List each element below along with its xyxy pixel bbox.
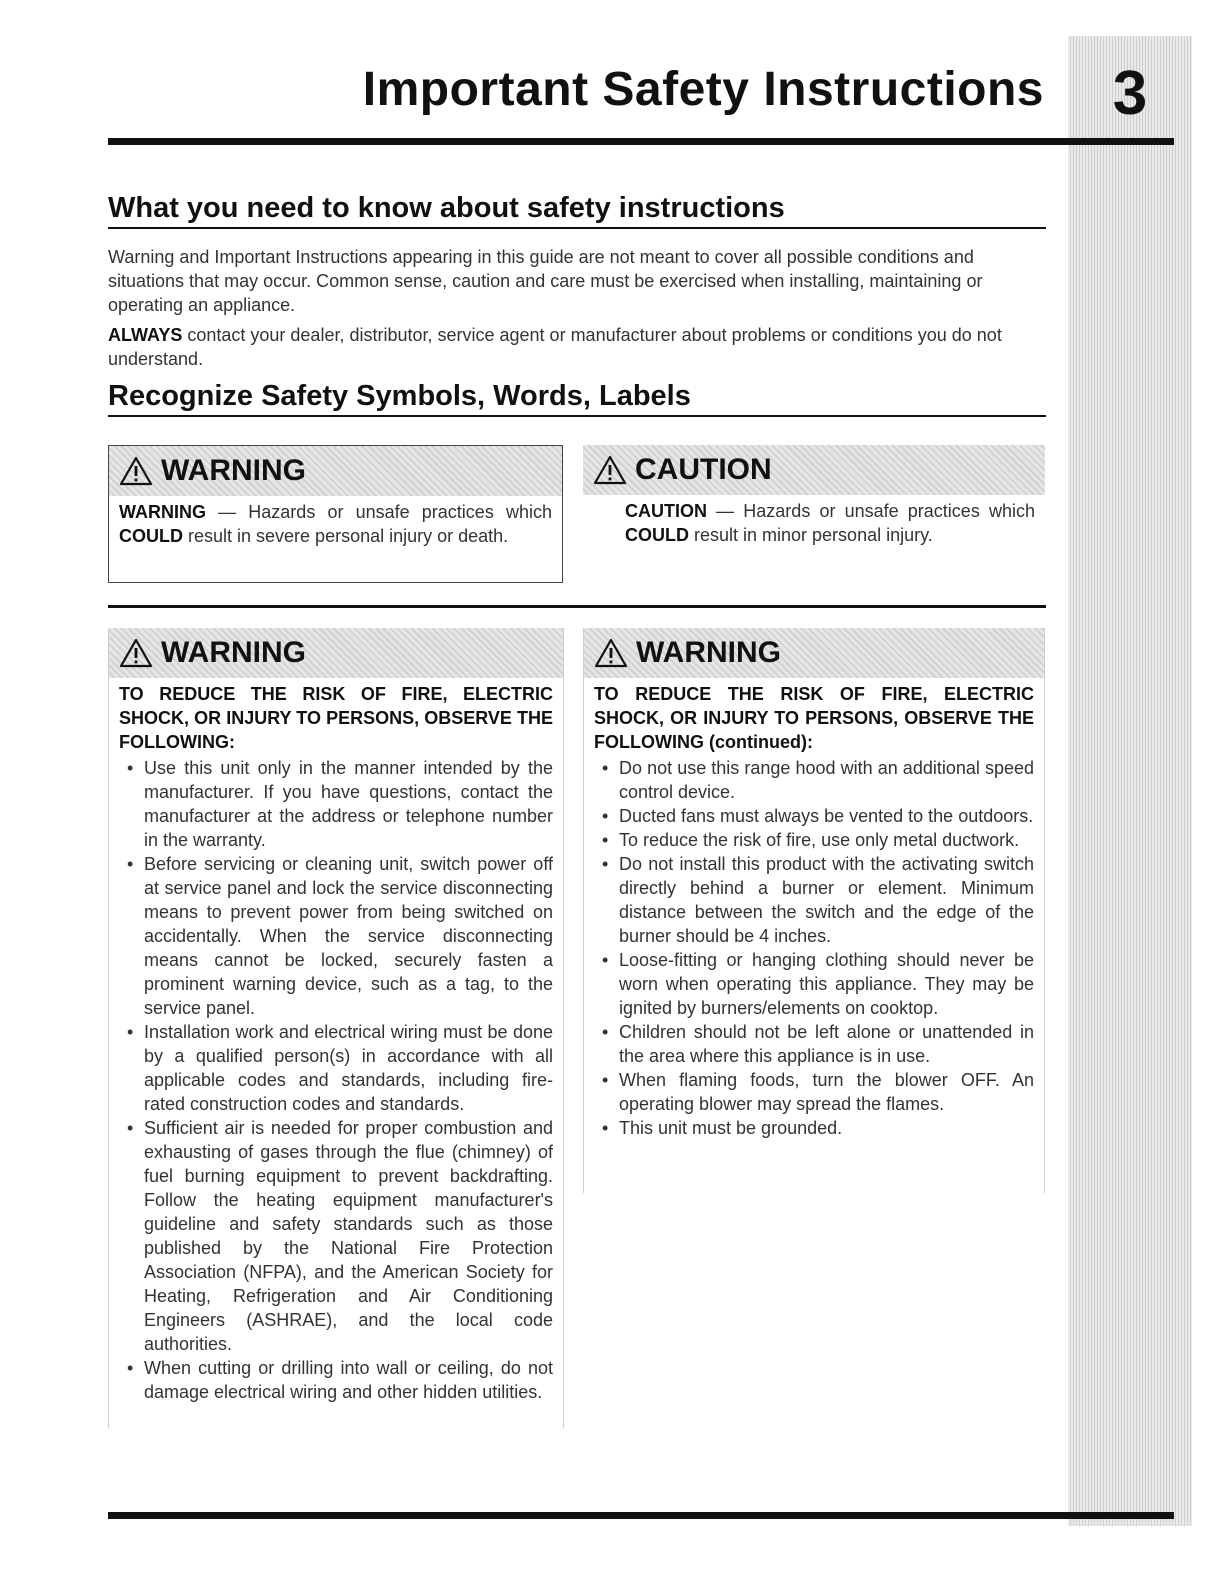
list-item: • This unit must be grounded. [594, 1116, 1034, 1140]
warning-label-header [109, 446, 562, 496]
warning-left-header [109, 628, 563, 678]
always-text: contact your dealer, distributor, service agent or manufacturer about problems or conditions you do not understand. [108, 325, 1002, 369]
warning-left-body [109, 678, 563, 1412]
list-item: • To reduce the risk of fire, use only metal ductwork. [594, 828, 1034, 852]
section-heading-safety-instructions: What you need to know about safety instructions [108, 192, 1046, 229]
warning-left-title: WARNING [161, 636, 306, 669]
warning-triangle-icon [594, 638, 628, 668]
list-item: • Do not use this range hood with an additional speed control device. [594, 756, 1034, 804]
warning-left-list [119, 756, 553, 1404]
section-heading-safety-symbols: Recognize Safety Symbols, Words, Labels [108, 380, 1046, 417]
list-item: • When flaming foods, turn the blower OFF. An operating blower may spread the flames. [594, 1068, 1034, 1116]
warning-triangle-icon [119, 638, 153, 668]
list-item: • Sufficient air is needed for proper combustion and exhausting of gases through the flue (chimney) of fuel burning equipment to prevent backdrafting. Follow the heating equipment manufacturer's guideline and safety standards such as those published by the National Fire Protection Association (NFPA), and the American Society for Heating, Refrigeration and Air Conditioning Engineers (ASHRAE), and the local code authorities. [119, 1116, 553, 1356]
caution-desc-b: result in minor personal injury. [689, 525, 933, 545]
warning-desc-a: — Hazards or unsafe practices which [206, 502, 552, 522]
list-item: • Use this unit only in the manner intended by the manufacturer. If you have questions, contact the manufacturer at the address or telephone number in the warranty. [119, 756, 553, 852]
list-item: • Ducted fans must always be vented to the outdoors. [594, 804, 1034, 828]
warning-right-lead: TO REDUCE THE RISK OF FIRE, ELECTRIC SHOCK, OR INJURY TO PERSONS, OBSERVE THE FOLLOWING (continued): [594, 684, 1034, 752]
list-item: • Loose-fitting or hanging clothing should never be worn when operating this appliance. They may be ignited by burners/elements on cooktop. [594, 948, 1034, 1020]
warning-label-box [108, 445, 563, 583]
list-item: • Do not install this product with the activating switch directly behind a burner or element. Minimum distance between the switch and the edge of the burner should be 4 inches. [594, 852, 1034, 948]
caution-desc-a: — Hazards or unsafe practices which [707, 501, 1035, 521]
intro-paragraph: Warning and Important Instructions appearing in this guide are not meant to cover all possible conditions and situations that may occur. Common sense, caution and care must be exercised when installing, maintaining or operating an appliance. [108, 247, 983, 315]
warning-right-title: WARNING [636, 636, 781, 669]
caution-term: CAUTION [625, 501, 707, 521]
warning-term: WARNING [119, 502, 206, 522]
list-item: • Before servicing or cleaning unit, switch power off at service panel and lock the service disconnecting means to prevent power from being switched on accidentally. When the service disconnecting means cannot be locked, securely fasten a prominent warning device, such as a tag, to the service panel. [119, 852, 553, 1020]
warning-right-body [584, 678, 1044, 1148]
list-item: • When cutting or drilling into wall or ceiling, do not damage electrical wiring and other hidden utilities. [119, 1356, 553, 1404]
page-title: Important Safety Instructions [362, 63, 1044, 116]
caution-label-box [583, 445, 1045, 583]
top-rule [108, 138, 1174, 145]
warning-box-right [583, 628, 1045, 1193]
list-item: • Children should not be left alone or unattended in the area where this appliance is in use. [594, 1020, 1034, 1068]
always-paragraph [108, 323, 1046, 371]
warning-right-list [594, 756, 1034, 1140]
warning-label-text [109, 496, 562, 556]
warning-box-left [108, 628, 564, 1428]
caution-label-title: CAUTION [635, 453, 772, 486]
warning-triangle-icon [119, 456, 153, 486]
bottom-rule [108, 1512, 1174, 1519]
caution-label-header [583, 445, 1045, 495]
always-emphasis: ALWAYS [108, 325, 183, 345]
warning-left-lead: TO REDUCE THE RISK OF FIRE, ELECTRIC SHOCK, OR INJURY TO PERSONS, OBSERVE THE FOLLOWING: [119, 684, 553, 752]
warning-label-title: WARNING [161, 454, 306, 487]
caution-triangle-icon [593, 455, 627, 485]
warning-desc-b: result in severe personal injury or death. [183, 526, 509, 546]
caution-label-text [583, 495, 1045, 555]
page-number: 3 [1112, 59, 1148, 128]
warning-could: COULD [119, 526, 183, 546]
list-item: • Installation work and electrical wiring must be done by a qualified person(s) in accordance with all applicable codes and standards, including fire-rated construction codes and standards. [119, 1020, 553, 1116]
warning-right-header [584, 628, 1044, 678]
caution-could: COULD [625, 525, 689, 545]
side-tab [1068, 36, 1192, 1526]
middle-rule [108, 605, 1046, 608]
